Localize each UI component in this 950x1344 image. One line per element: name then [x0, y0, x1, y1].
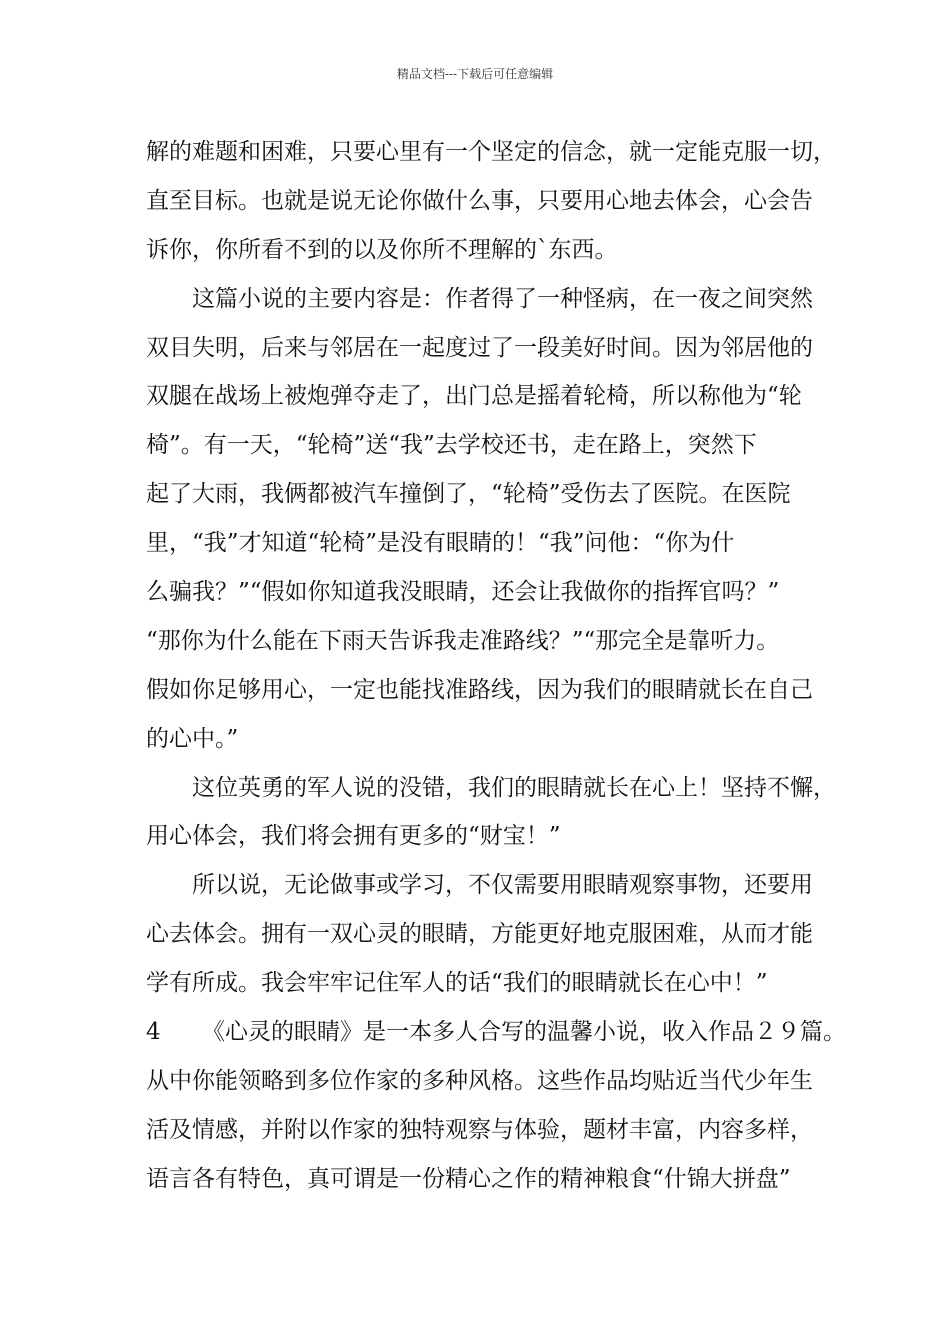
text-line: 活及情感，并附以作家的独特观察与体验，题材丰富，内容多样， [146, 1116, 813, 1143]
section-number: 4 [146, 1019, 161, 1046]
text-line: 起了大雨，我俩都被汽车撞倒了，“轮椅”受伤去了医院。在医院 [146, 481, 791, 508]
paragraph-start-line: 这篇小说的主要内容是：作者得了一种怪病，在一夜之间突然 [192, 285, 813, 312]
text-line: 里，“我”才知道“轮椅”是没有眼睛的！“我”问他：“你为什 [146, 530, 735, 557]
text-line: 双腿在战场上被炮弹夺走了，出门总是摇着轮椅，所以称他为“轮 [146, 383, 802, 410]
text-line: 从中你能领略到多位作家的多种风格。这些作品均贴近当代少年生 [146, 1067, 813, 1094]
text-line: 假如你足够用心，一定也能找准路线，因为我们的眼睛就长在自己 [146, 676, 813, 703]
text-line: 么骗我？”“假如你知道我没眼睛，还会让我做你的指挥官吗？” [146, 579, 780, 606]
text-line: 用心体会，我们将会拥有更多的“财宝！” [146, 823, 561, 850]
text-line: 心去体会。拥有一双心灵的眼睛，方能更好地克服困难，从而才能 [146, 921, 813, 948]
text-line: 学有所成。我会牢牢记住军人的话“我们的眼睛就长在心中！” [146, 970, 768, 997]
text-line: 语言各有特色，真可谓是一份精心之作的精神粮食“什锦大拼盘” [146, 1165, 791, 1192]
text-line: 双目失明，后来与邻居在一起度过了一段美好时间。因为邻居他的 [146, 334, 813, 361]
text-line: “那你为什么能在下雨天告诉我走准路线？”“那完全是靠听力。 [146, 627, 780, 654]
document-body [146, 128, 846, 1204]
text-line: 的心中。” [146, 725, 239, 752]
paragraph-start-line: 所以说，无论做事或学习，不仅需要用眼睛观察事物，还要用 [192, 872, 813, 899]
page-header: 精品文档---下载后可任意编辑 [396, 67, 554, 81]
text-line: 诉你，你所看不到的以及你所不理解的`东西。 [146, 236, 618, 263]
numbered-paragraph-line [146, 1008, 846, 1057]
text-line: 直至目标。也就是说无论你做什么事，只要用心地去体会，心会告 [146, 187, 813, 214]
text-span: 《心灵的眼睛》是一本多人合写的温馨小说，收入作品２９篇。 [202, 1019, 846, 1046]
text-line: 椅”。有一天，“轮椅”送“我”去学校还书，走在路上，突然下 [146, 432, 757, 459]
paragraph-start-line: 这位英勇的军人说的没错，我们的眼睛就长在心上！坚持不懈， [192, 774, 836, 801]
text-line: 解的难题和困难，只要心里有一个坚定的信念，就一定能克服一切， [146, 139, 836, 165]
